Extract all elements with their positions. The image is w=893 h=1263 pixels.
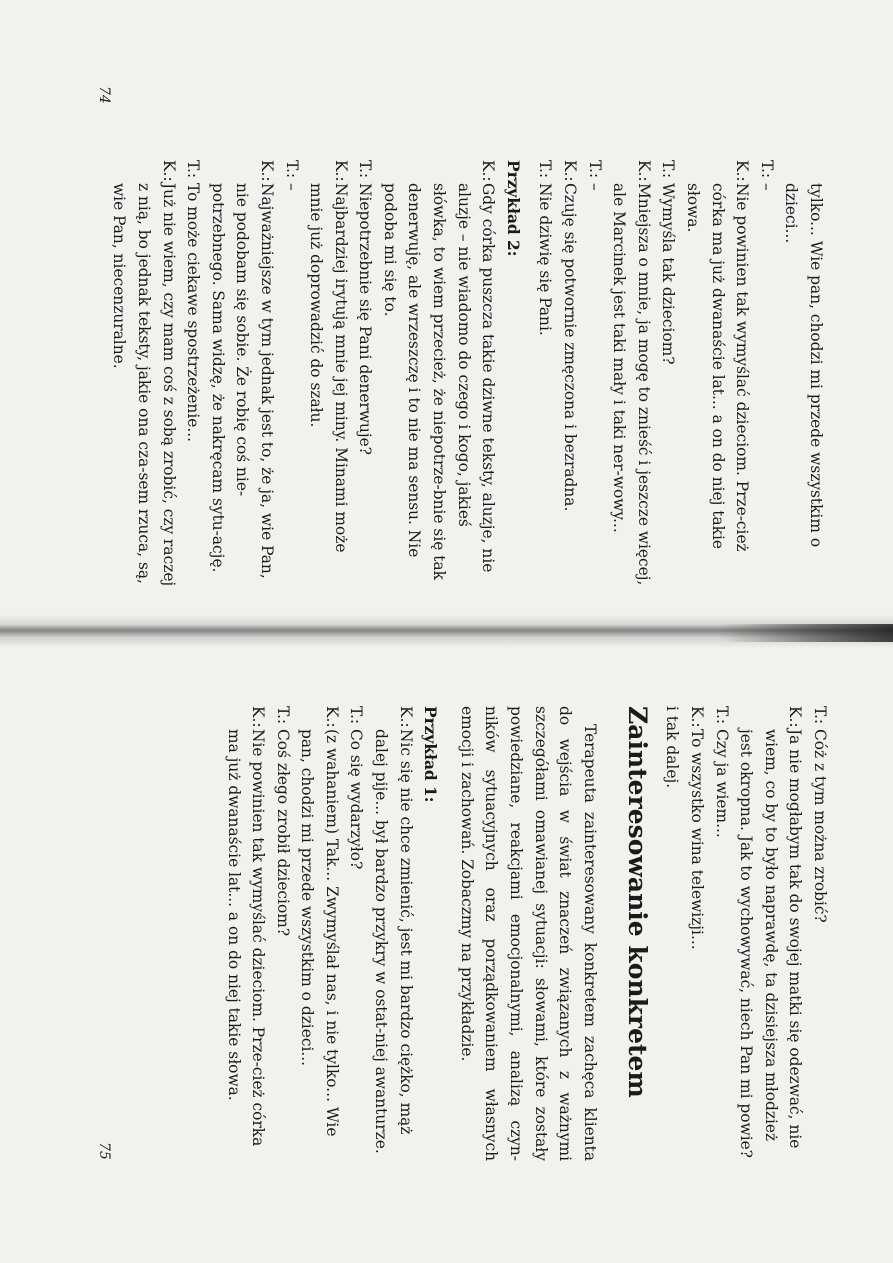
body-paragraph: Terapeuta zainteresowany konkretem zachęca klienta do wejścia w świat znaczeń związanych z ważnymi szczegółami omawianej sytuacji: słowami, które zostały powiedziane, reakcjami emocjonalnymi, analizą czyn-ników sytuacyjnych oraz porządkowaniem własnych emocji i zachowań. Zobaczmy na przykładzie. bbox=[457, 706, 599, 1161]
dialogue-line: K.: Gdy córka puszcza takie dziwne teksty, aluzje, nie aluzje – nie wiadomo do czego i kogo, jakieś słówka, to wiem przecież, że niepotrze-bnie się tak denerwuję, ale wrzeszczę i to nie ma sensu. Nie podoba mi się to. bbox=[380, 160, 498, 580]
page-75 bbox=[221, 706, 832, 1161]
dialogue-line: K.: To wszystko wina telewizji... bbox=[688, 706, 707, 950]
dialogue-line: K.: Nie powinien tak wymyślać dzieciom. Prze-cież córka ma już dwanaście lat... a on do niej takie słowa. bbox=[684, 160, 752, 552]
dialogue-line: T.: Coś złego zrobił dzieciom? bbox=[273, 706, 292, 937]
spacer bbox=[652, 706, 660, 1161]
section-title: Zainteresowanie konkretem bbox=[622, 706, 652, 1098]
page-74 bbox=[107, 160, 828, 590]
book-gutter-edge bbox=[720, 624, 893, 642]
dialogue-line: tylko... Wie pan, chodzi mi przede wszystkim o dzieci... bbox=[782, 183, 825, 548]
dialogue-line: T.: – bbox=[282, 160, 301, 191]
dialogue-line: T.: Wymyśla tak dzieciom? bbox=[659, 160, 678, 365]
dialogue-line: T.: To może ciekawe spostrzeżenie... bbox=[184, 160, 203, 443]
dialogue-line: K.: Nic się nie chce zmienić, jest mi bardzo ciężko, mąż dalej pije... był bardzo przykry w ostat-niej awanturze. bbox=[372, 706, 415, 1154]
dialogue-line: K.: Najważniejsze w tym jednak jest to, że ja, wie Pan, nie podobam się sobie. Że robię coś nie-potrzebnego. Sama widzę, że nakręcam sytu-ację. bbox=[208, 160, 276, 579]
spacer bbox=[525, 160, 533, 590]
example-1-heading: Przykład 1: bbox=[421, 706, 440, 803]
dialogue-line: K.: Nie powinien tak wymyślać dzieciom. Prze-cież córka ma już dwanaście lat... a on do niej takie słowa. bbox=[224, 706, 268, 1147]
dialogue-line: K.: Czuję się potwornie zmęczona i bezradna. bbox=[561, 160, 580, 512]
dialogue-line: K.: Mniejsza o mnie, ja mogę to znieść i jeszcze więcej, ale Marcinek jest taki mały i taki ner-wowy... bbox=[610, 160, 653, 586]
page-number-74: 74 bbox=[96, 86, 112, 104]
spacer bbox=[442, 706, 450, 1161]
dialogue-line: K.: Ja nie mogłabym tak do swojej matki się odezwać, nie wiem, co by to było naprawdę, ta dzisiejsza młodzież jest okropna. Jak to wychowywać, niech Pan mi powie? bbox=[737, 706, 805, 1158]
dialogue-line: K.: Najbardziej irytują mnie jej miny. Minami może mnie już doprowadzić do szału. bbox=[307, 160, 350, 553]
closing-line: i tak dalej. bbox=[663, 706, 682, 789]
dialogue-line: T.: – bbox=[757, 160, 776, 191]
dialogue-line: T.: – bbox=[585, 160, 604, 191]
dialogue-line: T.: Co się wydarzyło? bbox=[347, 706, 366, 870]
dialogue-line: K.: (z wahaniem) Tak... Zwymyślał nas, i nie tylko... Wie pan, chodzi mi przede wszystkim o dzieci... bbox=[298, 706, 341, 1137]
dialogue-line: T.: Czy ja wiem... bbox=[712, 706, 731, 838]
dialogue-line: T.: Niepotrzebnie się Pani denerwuje? bbox=[356, 160, 375, 456]
example-2-heading: Przykład 2: bbox=[503, 160, 522, 257]
dialogue-line: T.: Cóż z tym można zrobić? bbox=[811, 706, 829, 923]
page-number-75: 75 bbox=[96, 1142, 112, 1160]
dialogue-line: T.: Nie dziwię się Pani. bbox=[536, 160, 555, 336]
dialogue-line: K.: Już nie wiem, czy mam coś z sobą zrobić, czy raczej z nią, bo jednak teksty, jakie ona cza-sem rzuca, są, wie Pan, niecenzuralne. bbox=[110, 160, 178, 587]
